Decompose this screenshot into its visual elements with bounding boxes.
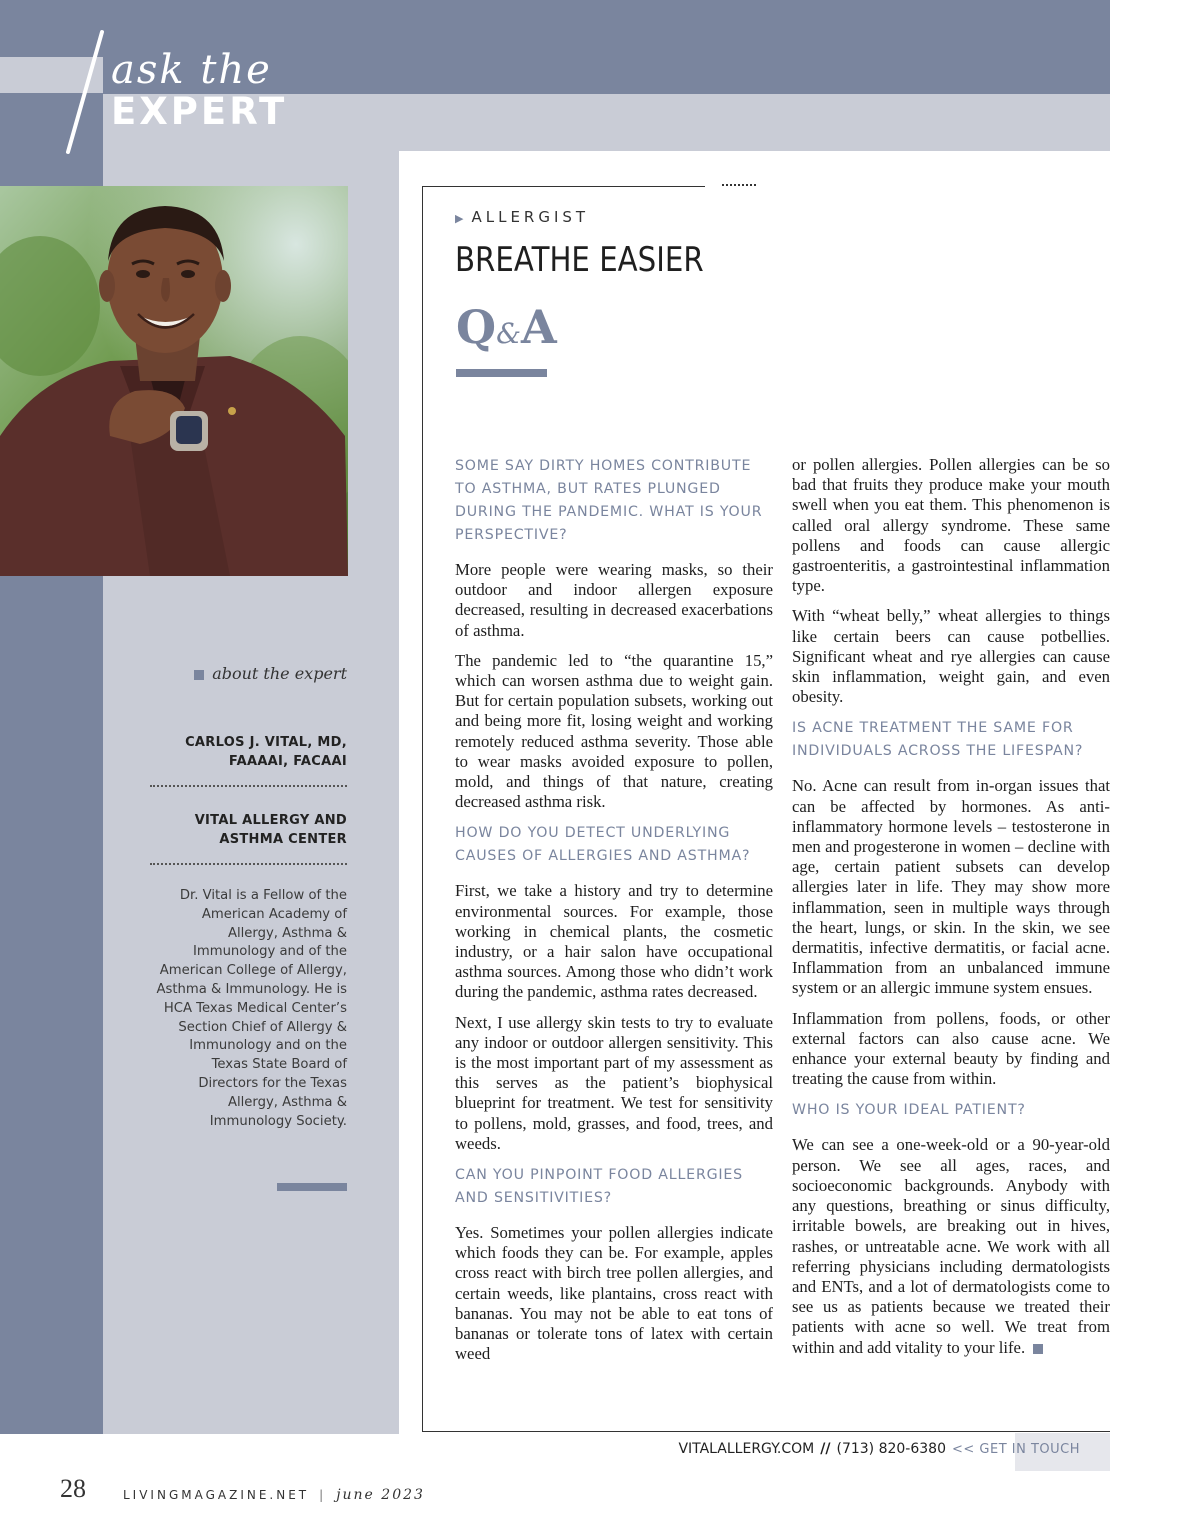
end-mark-icon <box>1033 1344 1043 1354</box>
article-column-right <box>792 455 1110 1368</box>
about-the-expert-heading <box>150 664 347 683</box>
article-headline: BREATHE EASIER <box>455 240 704 280</box>
question-3: CAN YOU PINPOINT FOOD ALLERGIES AND SENSITIVITIES? <box>455 1167 743 1207</box>
article-frame-bottom <box>422 1431 1110 1432</box>
footer-issue-date: june 2023 <box>336 1487 425 1503</box>
dotted-divider <box>150 863 347 865</box>
about-the-expert-label: about the expert <box>212 664 347 683</box>
expert-name <box>150 733 347 771</box>
page-number: 28 <box>60 1474 86 1503</box>
practice-name-line1: VITAL ALLERGY AND <box>194 813 347 828</box>
contact-line <box>600 1441 1080 1457</box>
slash-decoration <box>60 28 110 158</box>
qa-ampersand: & <box>496 317 522 350</box>
answer-2-paragraph-2: Next, I use allergy skin tests to try to evaluate any indoor or outdoor allergen sensitivity. This is the most important part of my assessment as this serves as the patient’s biophysical blueprint for treatment. We test for sensitivity to pollens, mold, grasses, and food, trees, and weeds. <box>455 1012 773 1153</box>
contact-website[interactable]: VITALALLERGY.COM <box>678 1441 815 1457</box>
expert-bio: Dr. Vital is a Fellow of the American Academy of Allergy, Asthma & Immunology and of the American College of Allergy, Asthma & Immunology. He is HCA Texas Medical Center’s Section Chief of Allergy & Immunology and on the Texas State Board of Directors for the Texas Allergy, Asthma & Immunology Society. <box>156 888 347 1129</box>
answer-2-paragraph-1: First, we take a history and try to determine environmental sources. For example, those working in chemical plants, the cosmetic industry, or a hair salon have occupational asthma sources. Among those who didn’t work during the pandemic, asthma rates decreased. <box>455 881 773 1002</box>
article-category-label: ALLERGIST <box>471 208 590 226</box>
answer-1-paragraph-2: The pandemic led to “the quarantine 15,” which can worsen asthma due to weight gain. But for certain population subsets, working out and being more fit, losing weight and working remotely reduced asthma severity. Those able to wear masks avoided exposure to pollen, mold, and things of that nature, creating decreased asthma risk. <box>455 650 773 812</box>
dotted-divider <box>150 785 347 787</box>
answer-1-paragraph-1: More people were wearing masks, so their outdoor and indoor allergen exposure decreased, resulting in decreased exacerbations of asthma. <box>455 560 773 640</box>
footer-divider: | <box>319 1488 327 1502</box>
answer-3-paragraph-1: Yes. Sometimes your pollen allergies indicate which foods they can be. For example, apples cross react with birch tree pollen allergies, and certain weeds, like plantains, cross react with bananas. You may not be able to eat tons of bananas or tolerate tons of latex with certain weed <box>455 1223 773 1364</box>
footer-publication <box>123 1487 425 1503</box>
qa-q: Q <box>456 300 497 354</box>
question-5: WHO IS YOUR IDEAL PATIENT? <box>792 1102 1026 1119</box>
square-bullet-icon <box>194 670 204 680</box>
answer-5-text: We can see a one-week-old or a 90-year-old person. We see all ages, races, and socioeconomic backgrounds. Anybody with any questions, breathing or sinus difficulty, irritable bowels, are breaking out in hives, rashes, or untreatable acne. We work with all referring physicians including dermatologists and ENTs, and a lot of dermatologists come to see us as patients because we treated their patients with acne so well. We treat from within and add vitality to your life. <box>792 1135 1110 1357</box>
question-4: IS ACNE TREATMENT THE SAME FOR INDIVIDUALS ACROSS THE LIFESPAN? <box>792 720 1084 760</box>
contact-separator: // <box>820 1441 831 1457</box>
expert-photo <box>0 186 348 576</box>
article-frame-left <box>422 186 423 1431</box>
answer-4-paragraph-2: Inflammation from pollens, foods, or other external factors can also cause acne. We enhance your external beauty by finding and treating the cause from within. <box>792 1008 1110 1089</box>
expert-name-line2: FAAAAI, FACAAI <box>228 754 347 769</box>
qa-mark <box>456 300 557 354</box>
sidebar-accent-bar <box>277 1183 347 1191</box>
question-1: SOME SAY DIRTY HOMES CONTRIBUTE TO ASTHMA, BUT RATES PLUNGED DURING THE PANDEMIC. WHAT IS YOUR PERSPECTIVE? <box>455 458 763 543</box>
answer-3-paragraph-2: With “wheat belly,” wheat allergies to things like certain beers can cause potbellies. Significant wheat and rye allergies can cause skin inflammation, weight gain, and even obesity. <box>792 606 1110 707</box>
answer-5-paragraph-1 <box>792 1135 1110 1357</box>
answer-3-continued: or pollen allergies. Pollen allergies can be so bad that fruits they produce make your mouth swell when you eat them. This phenomenon is called oral allergy syndrome. These same pollens and foods can cause allergic gastroenteritis, a gastrointestinal inflammation type. <box>792 455 1110 596</box>
section-title-expert: EXPERT <box>111 90 288 133</box>
section-title-ask-the: ask the <box>111 47 272 93</box>
practice-name <box>150 811 347 849</box>
expert-name-line1: CARLOS J. VITAL, MD, <box>185 735 347 750</box>
question-2: HOW DO YOU DETECT UNDERLYING CAUSES OF ALLERGIES AND ASTHMA? <box>455 825 751 865</box>
article-column-left <box>455 455 773 1375</box>
contact-phone[interactable]: (713) 820-6380 <box>836 1441 946 1457</box>
qa-a: A <box>521 300 557 354</box>
article-frame-dots <box>722 184 756 186</box>
article-category <box>455 208 589 226</box>
get-in-touch-link[interactable]: << GET IN TOUCH <box>951 1442 1080 1457</box>
about-the-expert-sidebar <box>150 664 347 1131</box>
answer-4-paragraph-1: No. Acne can result from in-organ issues that can be affected by hormones. As anti-inflammatory hormone levels – testosterone in men and progesterone in women – decline with age, certain patient subsets can develop allergies later in life. They may show more inflammation, seen in multiple ways through the heart, lungs, or skin. In the skin, we see dermatitis, infective dermatitis, or facial acne. Inflammation from an unbalanced immune system or an allergic immune system ensues. <box>792 776 1110 998</box>
practice-name-line2: ASTHMA CENTER <box>219 832 347 847</box>
triangle-right-icon: ▶ <box>455 212 464 225</box>
qa-accent-bar <box>456 369 547 377</box>
footer-site: LIVINGMAGAZINE.NET <box>123 1488 310 1502</box>
article-frame-top <box>422 186 705 187</box>
